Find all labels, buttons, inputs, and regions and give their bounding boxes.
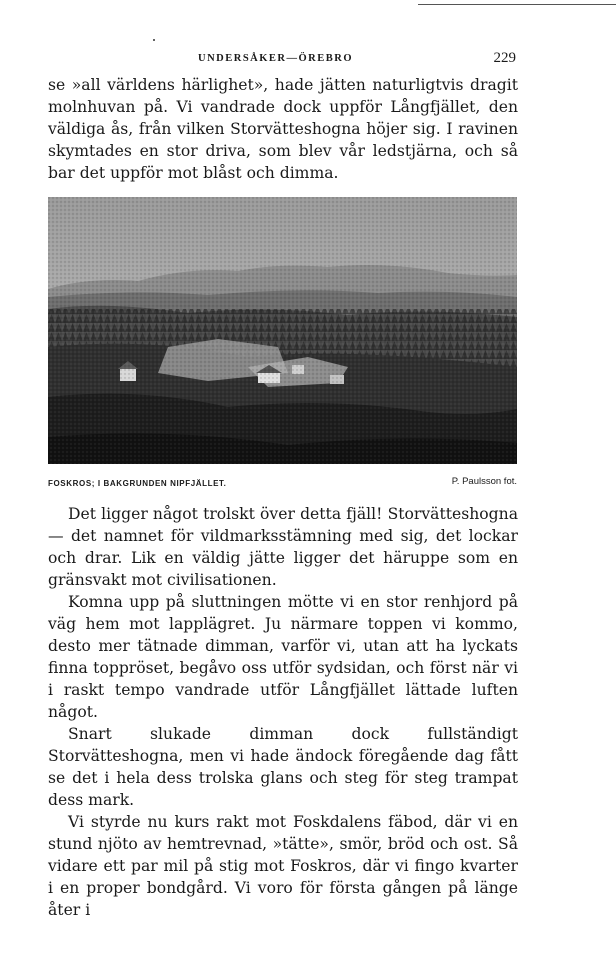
photograph [48, 197, 517, 464]
running-title: UNDERSÅKER—ÖREBRO [198, 53, 354, 64]
running-head [48, 50, 516, 68]
paragraph: Snart slukade dimman dock fullständigt Storvätteshogna, men vi hade ändock föregående dag fått se det i hela dess trolska glans och steg för steg trampat dess mark. [48, 725, 518, 809]
page-number: 229 [493, 50, 516, 66]
body-text-top [48, 74, 518, 184]
landscape-photo [48, 197, 517, 464]
photo-credit: P. Paulsson fot. [451, 476, 517, 487]
paragraph: se »all världens härlighet», hade jätten naturligtvis dragit molnhuvan på. Vi vandrade dock uppför Långfjället, den väldiga ås, från vilken Storvätteshogna höjer sig. I ravinen skymtades en stor driva, som blev vår ledstjärna, och så bar det uppför mot blåst och dimma. [48, 76, 518, 182]
figure-caption: FOSKROS; I BAKGRUNDEN NIPFJÄLLET. [48, 479, 227, 488]
paragraph: Komna upp på sluttningen mötte vi en stor renhjord på väg hem mot lapplägret. Ju närmare toppen vi kommo, desto mer tätnade dimman, varför vi, utan att ha lyckats finna toppröset, begåvo oss utför sydsidan, och först när vi i raskt tempo vandrade utför Långfjället lättade luften något. [48, 593, 518, 721]
paragraph: Vi styrde nu kurs rakt mot Foskdalens fäbod, där vi en stund njöto av hemtrevnad, »tätte», smör, bröd och ost. Så vidare ett par mil på stig mot Foskros, där vi fingo kvarter i en proper bondgård. Vi voro för första gången på länge åter i [48, 813, 518, 919]
print-speck [153, 39, 155, 41]
paragraph: Det ligger något trolskt över detta fjäll! Storvätteshogna — det namnet för vildmarksstämning med sig, det lockar och drar. Lik en väldig jätte ligger det häruppe som en gränsvakt mot civilisationen. [48, 505, 518, 589]
top-rule [418, 4, 616, 5]
body-text-bottom [48, 503, 518, 921]
